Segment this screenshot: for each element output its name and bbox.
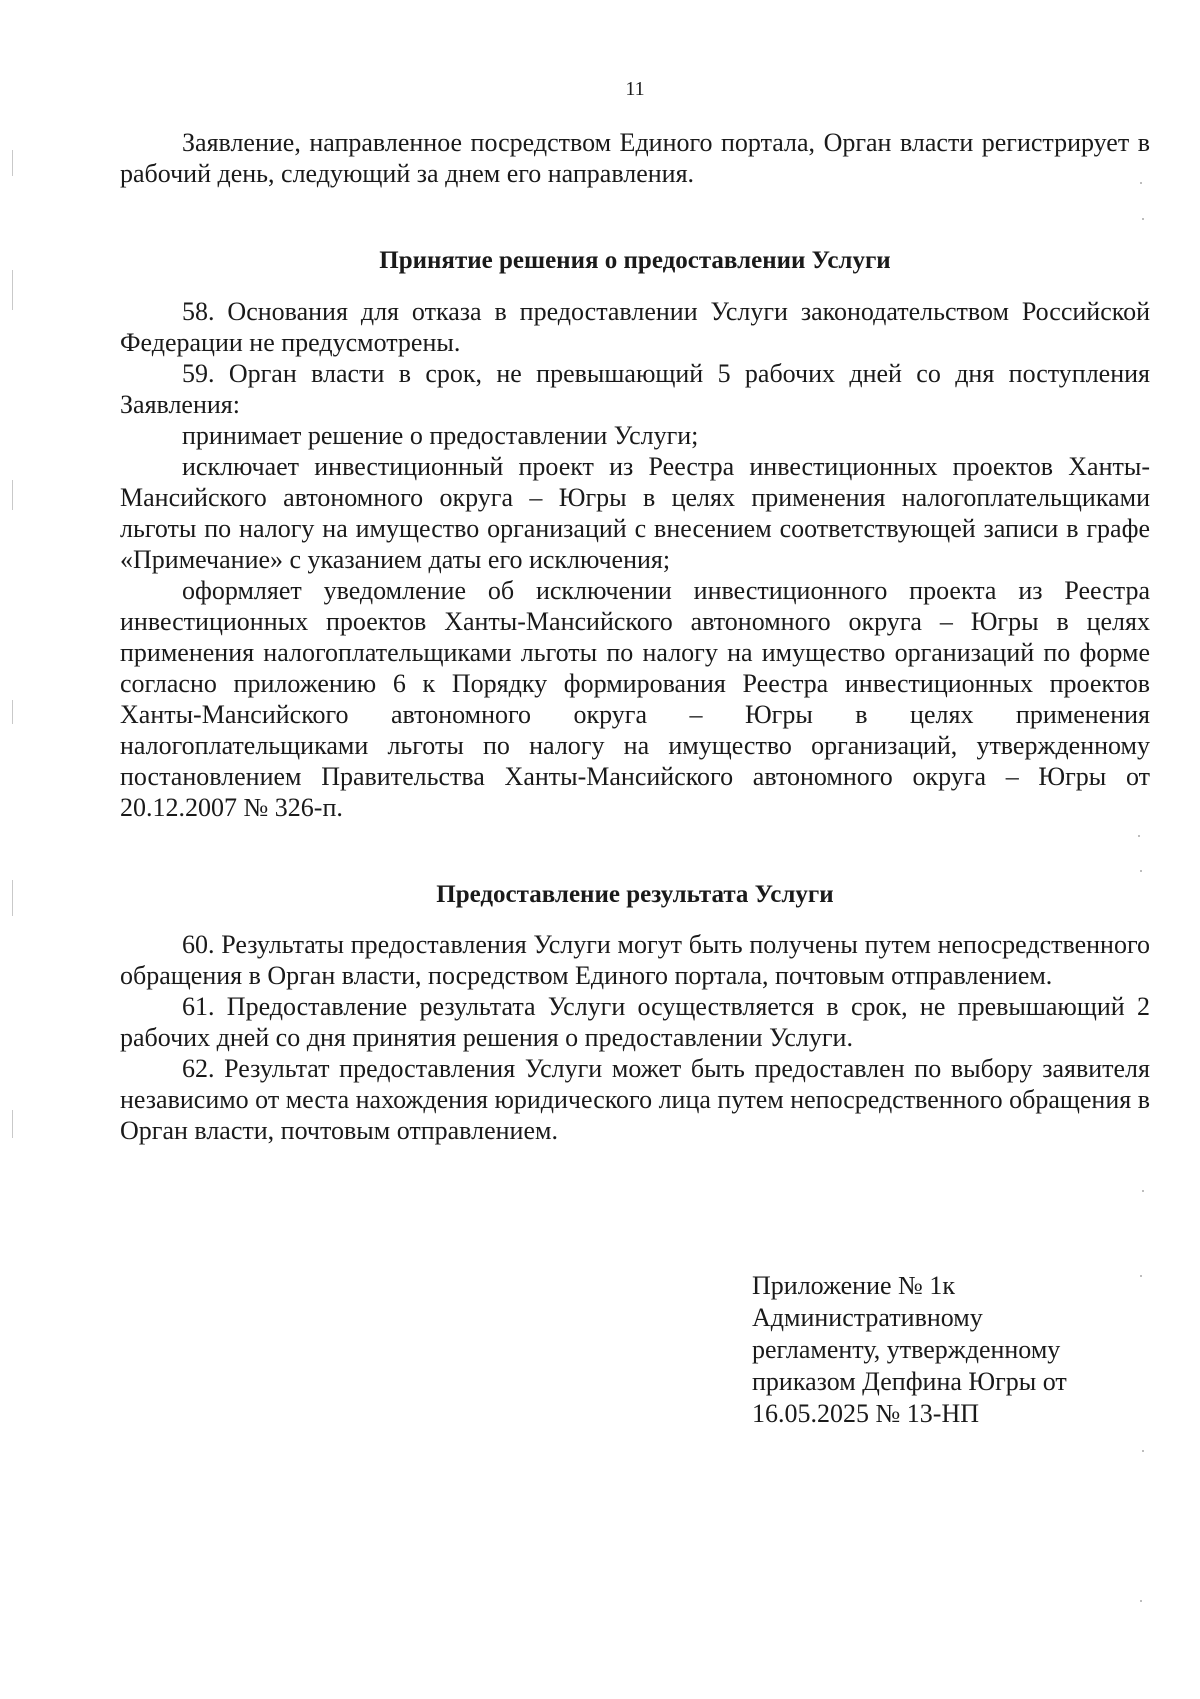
section-heading-decision: Принятие решения о предоставлении Услуги <box>379 247 891 274</box>
paragraph-59-item-1: принимает решение о предоставлении Услуги; <box>182 421 699 450</box>
scan-margin-mark <box>12 480 13 510</box>
appendix-note <box>752 1270 1112 1430</box>
appendix-line: Приложение № 1к <box>752 1271 955 1300</box>
scan-speck <box>1140 1600 1142 1602</box>
appendix-line: 16.05.2025 № 13-НП <box>752 1399 980 1428</box>
section-heading-result: Предоставление результата Услуги <box>436 881 834 908</box>
appendix-line: приказом Депфина Югры от <box>752 1367 1067 1396</box>
scan-speck <box>1140 182 1142 184</box>
scan-margin-mark <box>12 150 13 176</box>
scan-speck <box>1142 1190 1144 1192</box>
scan-margin-mark <box>12 1110 13 1138</box>
paragraph-59-item-2: исключает инвестиционный проект из Реестра инвестиционных проектов Ханты-Мансийского автономного округа – Югры в целях применения налогоплательщиками льготы по налогу на имущество организаций с внесением соответствующей записи в графе «Примечание» с указанием даты его исключения; <box>120 452 1150 574</box>
scan-margin-mark <box>12 880 13 916</box>
paragraph-58: 58. Основания для отказа в предоставлении Услуги законодательством Российской Федерации не предусмотрены. <box>120 297 1150 357</box>
paragraph-61: 61. Предоставление результата Услуги осуществляется в срок, не превышающий 2 рабочих дней со дня принятия решения о предоставлении Услуги. <box>120 992 1150 1052</box>
paragraph-59-item-3: оформляет уведомление об исключении инвестиционного проекта из Реестра инвестиционных проектов Ханты-Мансийского автономного округа – Югры в целях применения налогоплательщиками льготы по налогу на имущество организаций по форме согласно приложению 6 к Порядку формирования Реестра инвестиционных проектов Ханты-Мансийского автономного округа – Югры в целях применения налогоплательщиками льготы по налогу на имущество организаций, утвержденному постановлением Правительства Ханты-Мансийского автономного округа – Югры от 20.12.2007 № 326-п. <box>120 576 1150 822</box>
paragraph-59: 59. Орган власти в срок, не превышающий 5 рабочих дней со дня поступления Заявления: <box>120 359 1150 419</box>
scan-margin-mark <box>12 270 13 310</box>
scan-speck <box>1138 835 1140 837</box>
document-body <box>120 127 1150 1146</box>
paragraph-registration: Заявление, направленное посредством Единого портала, Орган власти регистрирует в рабочий день, следующий за днем его направления. <box>120 128 1150 188</box>
appendix-line: регламенту, утвержденному <box>752 1335 1061 1364</box>
scan-margin-mark <box>12 700 13 724</box>
scan-speck <box>1140 870 1142 872</box>
scan-speck <box>1142 1450 1144 1452</box>
paragraph-60: 60. Результаты предоставления Услуги могут быть получены путем непосредственного обращения в Орган власти, посредством Единого портала, почтовым отправлением. <box>120 930 1150 990</box>
scan-speck <box>1140 1275 1142 1277</box>
paragraph-62: 62. Результат предоставления Услуги может быть предоставлен по выбору заявителя независимо от места нахождения юридического лица путем непосредственного обращения в Орган власти, почтовым отправлением. <box>120 1054 1150 1145</box>
scan-speck <box>1142 218 1144 220</box>
page-number: 11 <box>625 78 645 100</box>
appendix-line: Административному <box>752 1303 983 1332</box>
